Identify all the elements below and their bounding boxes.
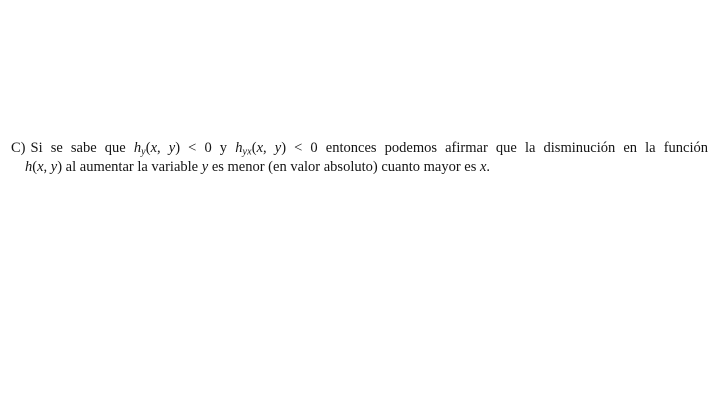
question-item-c	[11, 141, 708, 175]
math-variable: x	[37, 159, 44, 176]
text-run: ) al aumentar la variable	[57, 159, 202, 176]
math-variable: x	[479, 159, 487, 176]
text-run: ,	[263, 140, 275, 156]
text-run: (	[32, 159, 38, 176]
text-run: ,	[157, 140, 169, 156]
text-run: ) < 0 y	[175, 140, 236, 156]
math-variable: h	[133, 140, 142, 156]
text-run: ) < 0 entonces podemos afirmar que la disminución en la función	[281, 140, 709, 156]
text-run: (	[251, 140, 257, 156]
question-line-2	[25, 160, 708, 175]
question-line1-body	[31, 140, 709, 156]
math-variable: y	[274, 140, 282, 156]
text-run: (	[145, 140, 151, 156]
math-variable: y	[201, 159, 209, 176]
math-variable: h	[235, 140, 243, 156]
text-run: .	[486, 159, 491, 176]
math-subscript: yx	[242, 146, 252, 158]
math-subscript: y	[141, 146, 146, 158]
text-run: Si se sabe que	[30, 140, 134, 156]
text-run: ,	[43, 159, 51, 176]
math-variable: x	[256, 140, 263, 156]
question-label: C)	[11, 140, 26, 156]
math-variable: h	[25, 159, 33, 176]
math-variable: y	[168, 140, 176, 156]
text-run: es menor (en valor absoluto) cuanto mayor es	[208, 159, 480, 176]
math-variable: y	[50, 159, 58, 176]
question-line-1	[11, 141, 708, 160]
math-variable: x	[150, 140, 158, 156]
